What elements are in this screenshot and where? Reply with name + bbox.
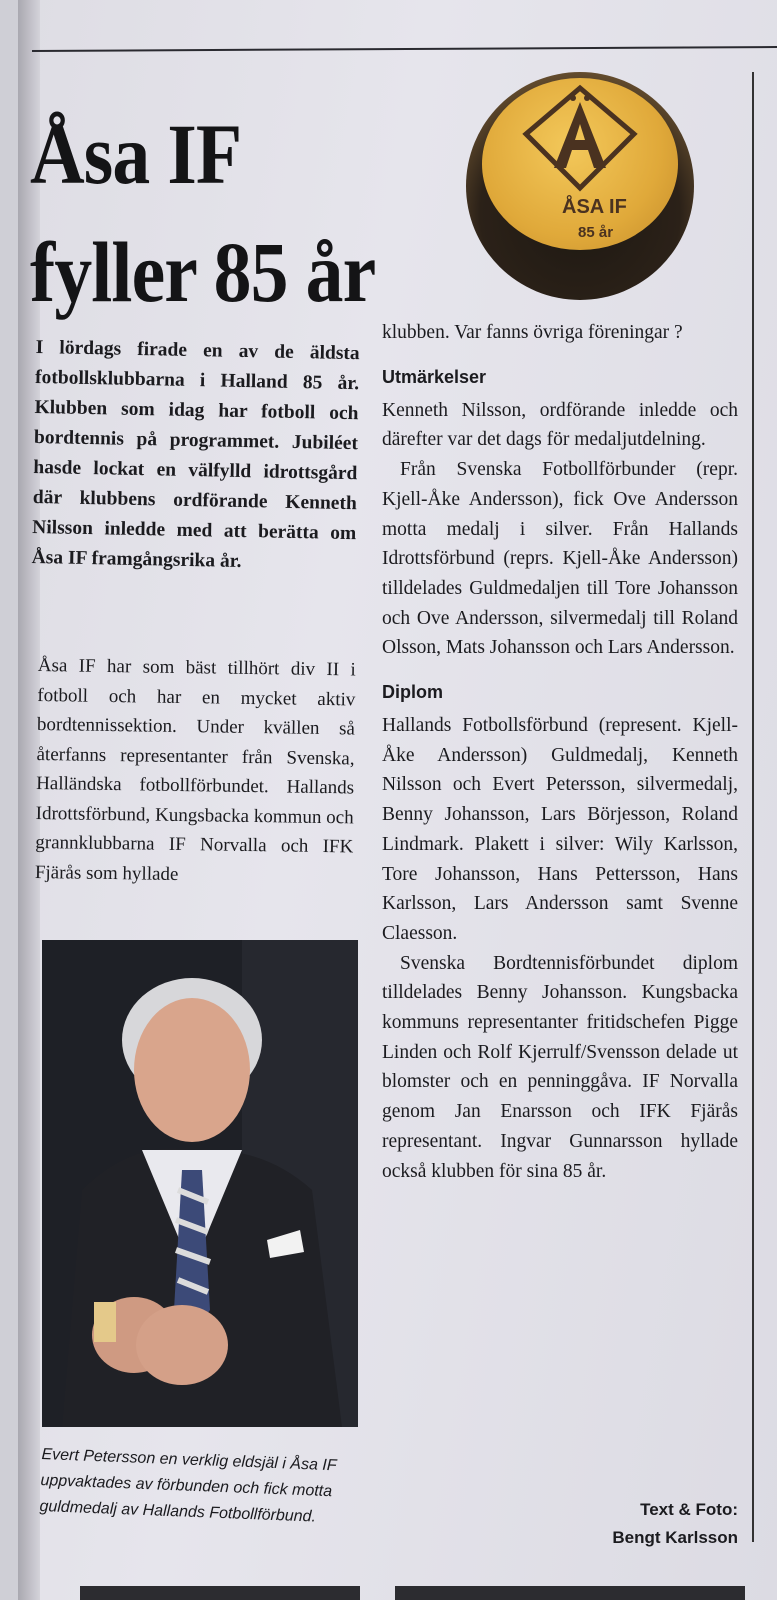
right-paragraph-5: Svenska Bordtennisförbundet diplom tilldelades Benny Johansson. Kungsbacka kommuns representanter fritidschefen Pigge Linden och Rolf Kjerrulf/Svensson delade ut blomster och en penninggåva. IF Norvalla genom Jan Enarsson och IFK Fjärås representant. Ingvar Gunnarsson hyllade också klubben för sina 85 år. xyxy=(382,952,738,1182)
badge-face xyxy=(482,78,678,250)
man-portrait-image xyxy=(42,940,358,1427)
headline-line-2: fyller 85 år xyxy=(30,224,376,320)
headline xyxy=(30,95,375,331)
right-column xyxy=(382,318,738,1186)
column-rule xyxy=(752,72,754,1542)
headline-line-1: Åsa IF xyxy=(30,106,242,202)
right-paragraph-4: Hallands Fotbollsförbund (represent. Kjell-Åke Andersson) Guldmedalj, Kenneth Nilsson och Evert Petersson, silvermedalj, Benny Johansson, Lars Börjesson, Roland Lindmark. Plakett i silver: Wily Karlsson, Tore Johansson, Hans Pettersson, Hans Karlsson, Lars Andersson samt Svenne Claesson. xyxy=(382,715,738,944)
portrait-photo xyxy=(42,940,358,1427)
right-paragraph-3: Från Svenska Fotbollförbunder (repr. Kjell-Åke Andersson), fick Ove Andersson motta medalj i silver. Från Hallands Idrottsförbund (reprs. Kjell-Åke Andersson) tilldelades Guldmedaljen till Tore Johansson och Ove Andersson, silvermedalj till Roland Olsson, Mats Johansson och Lars Andersson. xyxy=(382,459,738,659)
photo-caption: Evert Petersson en verklig eldsjäl i Åsa IF uppvaktades av förbunden och fick motta guldmedalj av Hallands Fotbollförbund. xyxy=(39,1445,337,1526)
subheading-utmarkelser: Utmärkelser xyxy=(382,366,487,387)
club-emblem-icon xyxy=(520,84,640,194)
credit-label: Text & Foto: xyxy=(640,1500,738,1519)
byline-credit xyxy=(560,1496,738,1552)
right-paragraph-2: Kenneth Nilsson, ordförande inledde och därefter var det dags för medaljutdelning. xyxy=(382,399,738,451)
club-badge xyxy=(466,72,694,300)
right-paragraph-1: klubben. Var fanns övriga föreningar ? xyxy=(382,322,683,343)
subheading-diplom: Diplom xyxy=(382,682,443,703)
next-article-edge-right xyxy=(395,1586,745,1600)
badge-year: 85 år xyxy=(578,224,614,241)
body-paragraph-left: Åsa IF har som bäst tillhört div II i fotboll och har en mycket aktiv bordtennissektion. Under kvällen så återfanns representanter från Svenska, Halländska fotbollförbundet. Hallands Idrottsförbund, Kungsbacka kommun och grannklubbarna IF Norvalla och IFK Fjärås som hyllade xyxy=(34,654,356,885)
lead-paragraph: I lördags firade en av de äldsta fotbollsklubbarna i Halland 85 år. Klubben som idag har fotboll och bordtennis på programmet. Jubiléet hasde lockat en välfylld idrottsgård där klubbens ordförande Kenneth Nilsson inledde med att berätta om Åsa IF framgångsrika år. xyxy=(31,336,360,572)
next-article-edge-left xyxy=(80,1586,360,1600)
credit-author: Bengt Karlsson xyxy=(612,1528,738,1547)
badge-club-name: ÅSA IF xyxy=(562,196,627,218)
